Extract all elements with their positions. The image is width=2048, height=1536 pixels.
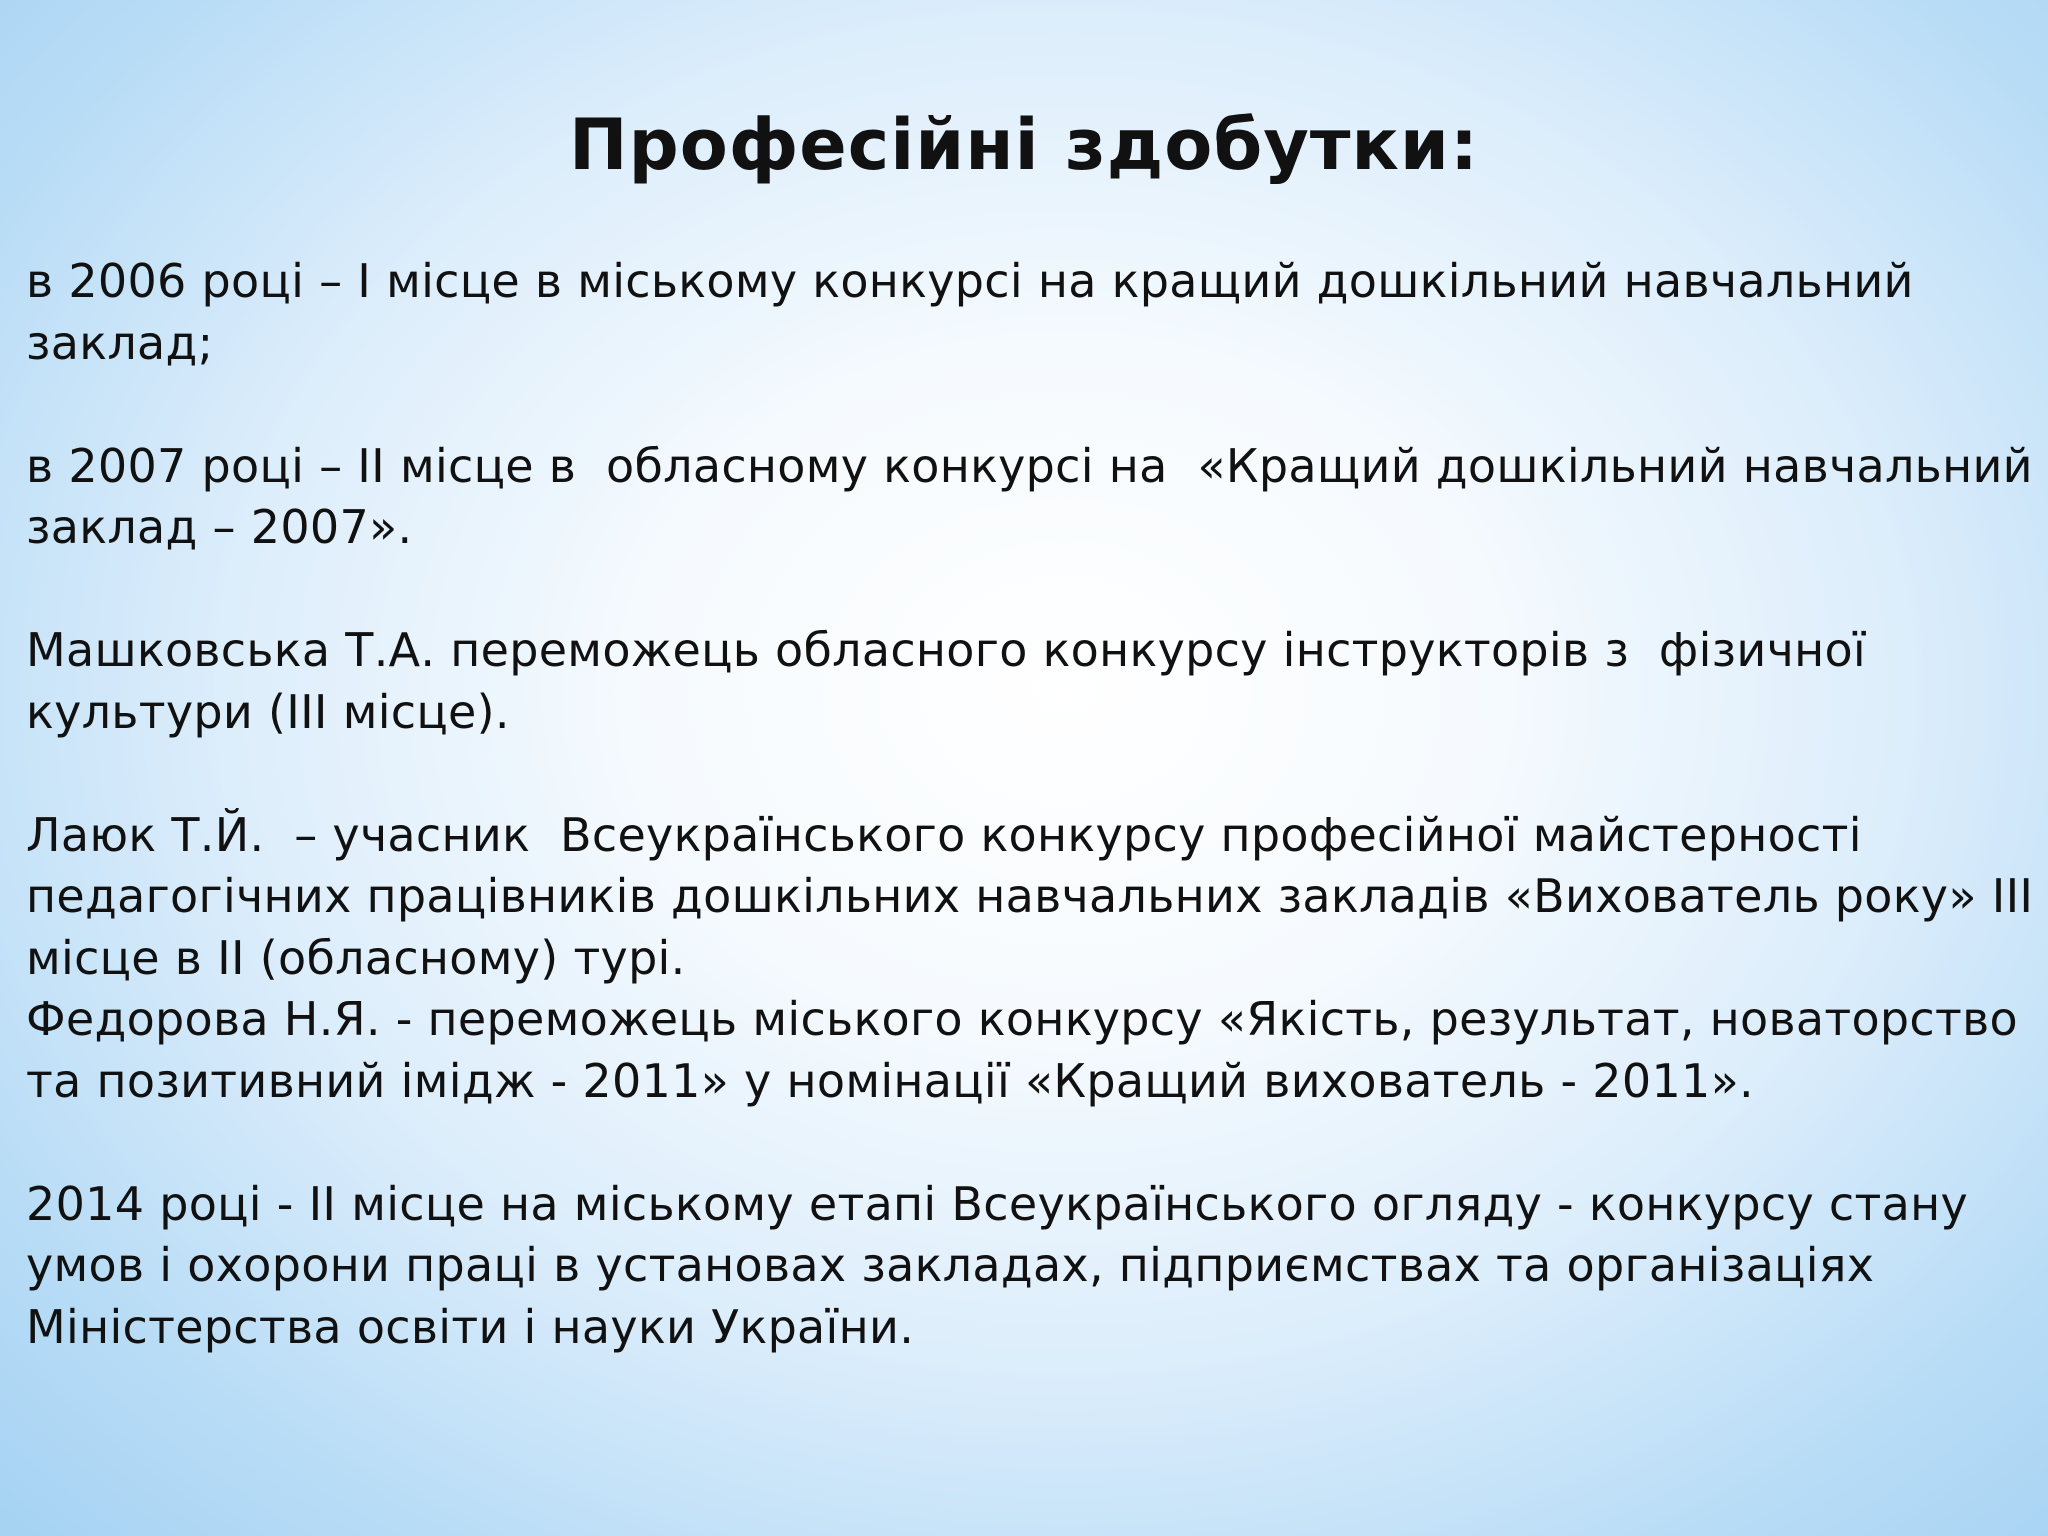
text-line: Лаюк Т.Й. – учасник Всеукраїнського конкурсу професійної майстерності (26, 807, 1862, 862)
text-line: в 2006 році – І місце в міському конкурсі на кращий дошкільний навчальний (26, 254, 1914, 308)
achievement-fedorova (26, 989, 2026, 1112)
text-line: педагогічних працівників дошкільних навчальних закладів «Вихователь року» ІІІ (26, 869, 2034, 923)
achievement-2006 (26, 251, 2026, 374)
text-line: заклад – 2007». (26, 500, 413, 554)
text-line: в 2007 році – ІІ місце в обласному конкурсі на «Кращий дошкільний навчальний (26, 438, 2033, 493)
text-line: Міністерства освіти і науки України. (26, 1299, 915, 1354)
text-line: місце в ІІ (обласному) турі. (26, 930, 686, 985)
slide-title: Професійні здобутки: (569, 104, 1479, 186)
text-line: Федорова Н.Я. - переможець міського конкурсу «Якість, результат, новаторство (26, 992, 2018, 1046)
achievements-list (26, 251, 2034, 1358)
text-line: Машковська Т.А. переможець обласного конкурсу інструкторів з фізичної (26, 623, 1866, 677)
text-line: умов і охорони праці в установах закладах, підприємствах та організаціях (26, 1238, 1875, 1292)
text-line: та позитивний імідж - 2011» у номінації «Кращий вихователь - 2011». (26, 1053, 1754, 1108)
text-line: культури (ІІІ місце). (26, 684, 510, 739)
text-line: 2014 році - ІІ місце на міському етапі Всеукраїнського огляду - конкурсу стану (26, 1176, 1968, 1231)
achievement-2014 (26, 1174, 2026, 1359)
achievement-2007 (26, 436, 2033, 559)
text-line: заклад; (26, 315, 214, 370)
achievement-mashkovska (26, 620, 2026, 743)
achievement-layuk (26, 805, 2034, 990)
